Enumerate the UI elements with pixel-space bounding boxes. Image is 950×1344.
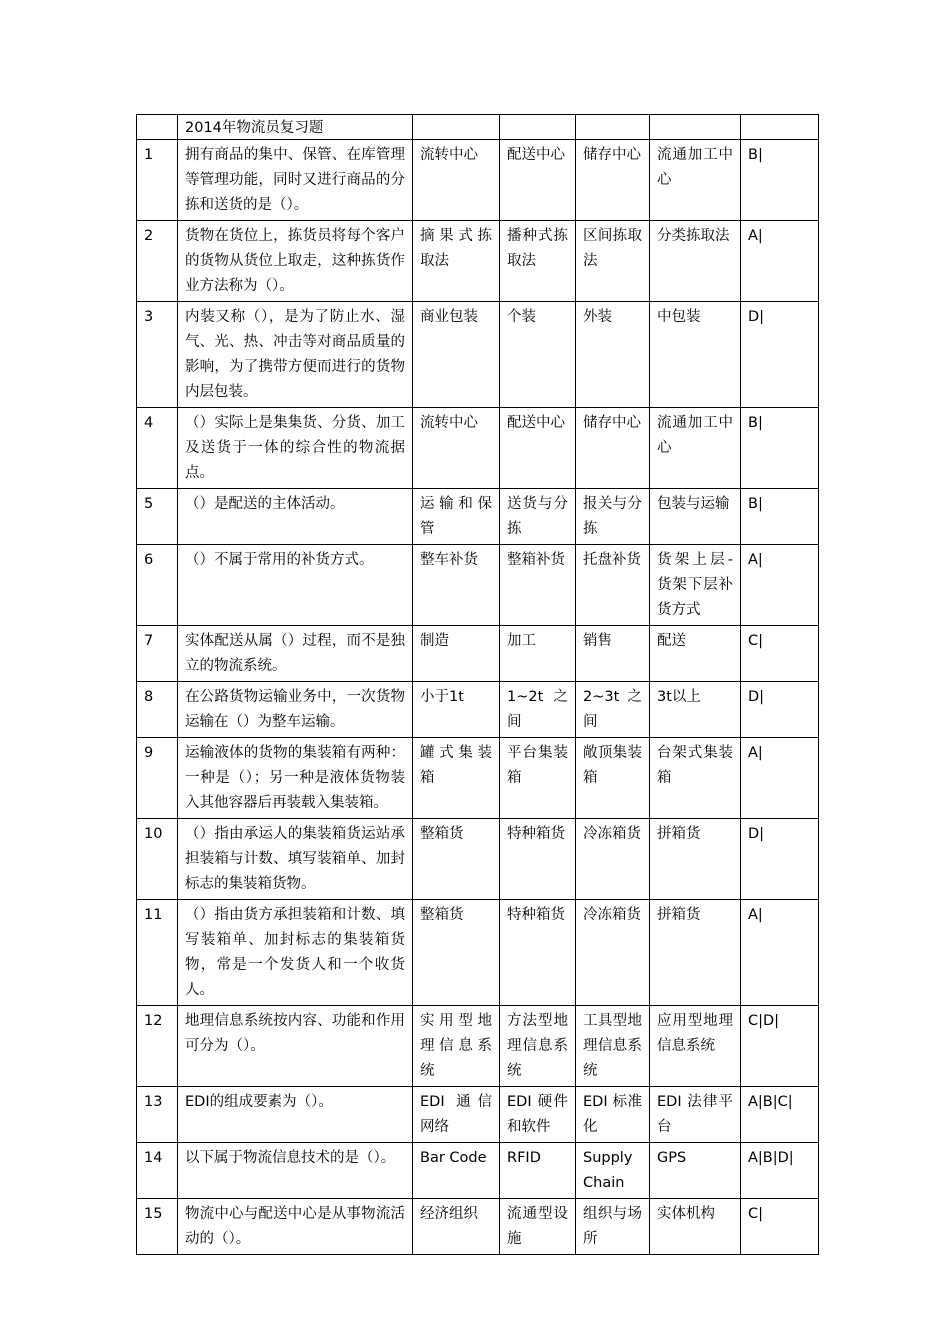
question-number: 9 (137, 738, 178, 819)
option-a: 运输和保管 (413, 489, 500, 545)
option-a: 实用型地理信息系统 (413, 1006, 500, 1087)
option-a: 摘果式拣取法 (413, 221, 500, 302)
question-number: 2 (137, 221, 178, 302)
option-d: 应用型地理信息系统 (650, 1006, 741, 1087)
question-text: 地理信息系统按内容、功能和作用可分为（）。 (178, 1006, 413, 1087)
option-c: Supply Chain (576, 1143, 650, 1199)
option-d: 包装与运输 (650, 489, 741, 545)
option-a: 商业包装 (413, 302, 500, 408)
option-b: 1~2t 之间 (500, 682, 576, 738)
option-d: 拼箱货 (650, 819, 741, 900)
answer: D| (741, 819, 819, 900)
answer: B| (741, 489, 819, 545)
table-row (137, 302, 819, 408)
question-text: 物流中心与配送中心是从事物流活动的（）。 (178, 1199, 413, 1255)
option-a: 整车补货 (413, 545, 500, 626)
option-d: 流通加工中心 (650, 140, 741, 221)
table-row (137, 545, 819, 626)
option-b: 配送中心 (500, 140, 576, 221)
answer: D| (741, 682, 819, 738)
option-b: 播种式拣取法 (500, 221, 576, 302)
answer: A| (741, 545, 819, 626)
option-a: 整箱货 (413, 900, 500, 1006)
question-number: 4 (137, 408, 178, 489)
option-c: 工具型地理信息系统 (576, 1006, 650, 1087)
header-number-cell (137, 115, 178, 140)
question-number: 12 (137, 1006, 178, 1087)
question-text: （）指由货方承担装箱和计数、填写装箱单、加封标志的集装箱货物，常是一个发货人和一个收货人。 (178, 900, 413, 1006)
question-number: 14 (137, 1143, 178, 1199)
table-title: 2014年物流员复习题 (178, 115, 413, 140)
option-b: 个装 (500, 302, 576, 408)
question-text: 内装又称（），是为了防止水、湿气、光、热、冲击等对商品质量的影响，为了携带方便而进行的货物内层包装。 (178, 302, 413, 408)
question-number: 15 (137, 1199, 178, 1255)
question-number: 10 (137, 819, 178, 900)
option-b: RFID (500, 1143, 576, 1199)
table-row (137, 900, 819, 1006)
option-b: EDI 硬件和软件 (500, 1087, 576, 1143)
table-row (137, 489, 819, 545)
question-text: 运输液体的货物的集装箱有两种：一种是（）；另一种是液体货物装入其他容器后再装载入集装箱。 (178, 738, 413, 819)
question-number: 3 (137, 302, 178, 408)
table-header-row (137, 115, 819, 140)
option-b: 方法型地理信息系统 (500, 1006, 576, 1087)
question-number: 7 (137, 626, 178, 682)
table-row (137, 408, 819, 489)
option-c: 外装 (576, 302, 650, 408)
answer: C|D| (741, 1006, 819, 1087)
header-option-a-cell (413, 115, 500, 140)
question-number: 13 (137, 1087, 178, 1143)
option-c: 托盘补货 (576, 545, 650, 626)
header-answer-cell (741, 115, 819, 140)
option-c: EDI 标准化 (576, 1087, 650, 1143)
question-text: （）指由承运人的集装箱货运站承担装箱与计数、填写装箱单、加封标志的集装箱货物。 (178, 819, 413, 900)
header-option-c-cell (576, 115, 650, 140)
option-d: 实体机构 (650, 1199, 741, 1255)
answer: A|B|C| (741, 1087, 819, 1143)
question-text: （）实际上是集集货、分货、加工及送货于一体的综合性的物流据点。 (178, 408, 413, 489)
question-number: 5 (137, 489, 178, 545)
option-c: 组织与场所 (576, 1199, 650, 1255)
answer: B| (741, 140, 819, 221)
question-number: 8 (137, 682, 178, 738)
table-row (137, 738, 819, 819)
option-b: 加工 (500, 626, 576, 682)
table-row (137, 1199, 819, 1255)
option-c: 冷冻箱货 (576, 900, 650, 1006)
question-text: 在公路货物运输业务中，一次货物运输在（）为整车运输。 (178, 682, 413, 738)
answer: C| (741, 1199, 819, 1255)
table-row (137, 1006, 819, 1087)
table-row (137, 1143, 819, 1199)
header-option-b-cell (500, 115, 576, 140)
table-row (137, 221, 819, 302)
answer: A| (741, 221, 819, 302)
option-b: 流通型设施 (500, 1199, 576, 1255)
table-row (137, 140, 819, 221)
option-b: 平台集装箱 (500, 738, 576, 819)
option-c: 区间拣取法 (576, 221, 650, 302)
answer: D| (741, 302, 819, 408)
option-b: 配送中心 (500, 408, 576, 489)
option-a: 流转中心 (413, 408, 500, 489)
table-body (137, 115, 819, 1255)
answer: B| (741, 408, 819, 489)
answer: A|B|D| (741, 1143, 819, 1199)
answer: A| (741, 738, 819, 819)
option-c: 敞顶集装箱 (576, 738, 650, 819)
option-c: 2~3t 之间 (576, 682, 650, 738)
question-text: EDI的组成要素为（）。 (178, 1087, 413, 1143)
option-d: 台架式集装箱 (650, 738, 741, 819)
option-d: GPS (650, 1143, 741, 1199)
option-d: 中包装 (650, 302, 741, 408)
option-d: EDI 法律平台 (650, 1087, 741, 1143)
option-b: 整箱补货 (500, 545, 576, 626)
answer: C| (741, 626, 819, 682)
question-number: 1 (137, 140, 178, 221)
answer: A| (741, 900, 819, 1006)
option-d: 货架上层-货架下层补货方式 (650, 545, 741, 626)
question-text: （）是配送的主体活动。 (178, 489, 413, 545)
option-a: 制造 (413, 626, 500, 682)
option-d: 配送 (650, 626, 741, 682)
quiz-table (136, 114, 819, 1255)
option-a: 经济组织 (413, 1199, 500, 1255)
question-number: 11 (137, 900, 178, 1006)
option-c: 储存中心 (576, 140, 650, 221)
question-text: （）不属于常用的补货方式。 (178, 545, 413, 626)
question-text: 实体配送从属（）过程，而不是独立的物流系统。 (178, 626, 413, 682)
option-d: 分类拣取法 (650, 221, 741, 302)
option-c: 报关与分拣 (576, 489, 650, 545)
option-b: 特种箱货 (500, 900, 576, 1006)
option-a: 流转中心 (413, 140, 500, 221)
table-row (137, 626, 819, 682)
question-text: 货物在货位上，拣货员将每个客户的货物从货位上取走，这种拣货作业方法称为（）。 (178, 221, 413, 302)
option-a: Bar Code (413, 1143, 500, 1199)
option-c: 储存中心 (576, 408, 650, 489)
option-d: 3t以上 (650, 682, 741, 738)
option-d: 流通加工中心 (650, 408, 741, 489)
option-a: 整箱货 (413, 819, 500, 900)
option-c: 销售 (576, 626, 650, 682)
option-c: 冷冻箱货 (576, 819, 650, 900)
question-number: 6 (137, 545, 178, 626)
option-b: 特种箱货 (500, 819, 576, 900)
question-text: 拥有商品的集中、保管、在库管理等管理功能，同时又进行商品的分拣和送货的是（）。 (178, 140, 413, 221)
option-a: 小于1t (413, 682, 500, 738)
question-text: 以下属于物流信息技术的是（）。 (178, 1143, 413, 1199)
table-row (137, 1087, 819, 1143)
option-b: 送货与分拣 (500, 489, 576, 545)
table-row (137, 819, 819, 900)
option-a: EDI 通信网络 (413, 1087, 500, 1143)
header-option-d-cell (650, 115, 741, 140)
table-row (137, 682, 819, 738)
option-a: 罐式集装箱 (413, 738, 500, 819)
option-d: 拼箱货 (650, 900, 741, 1006)
